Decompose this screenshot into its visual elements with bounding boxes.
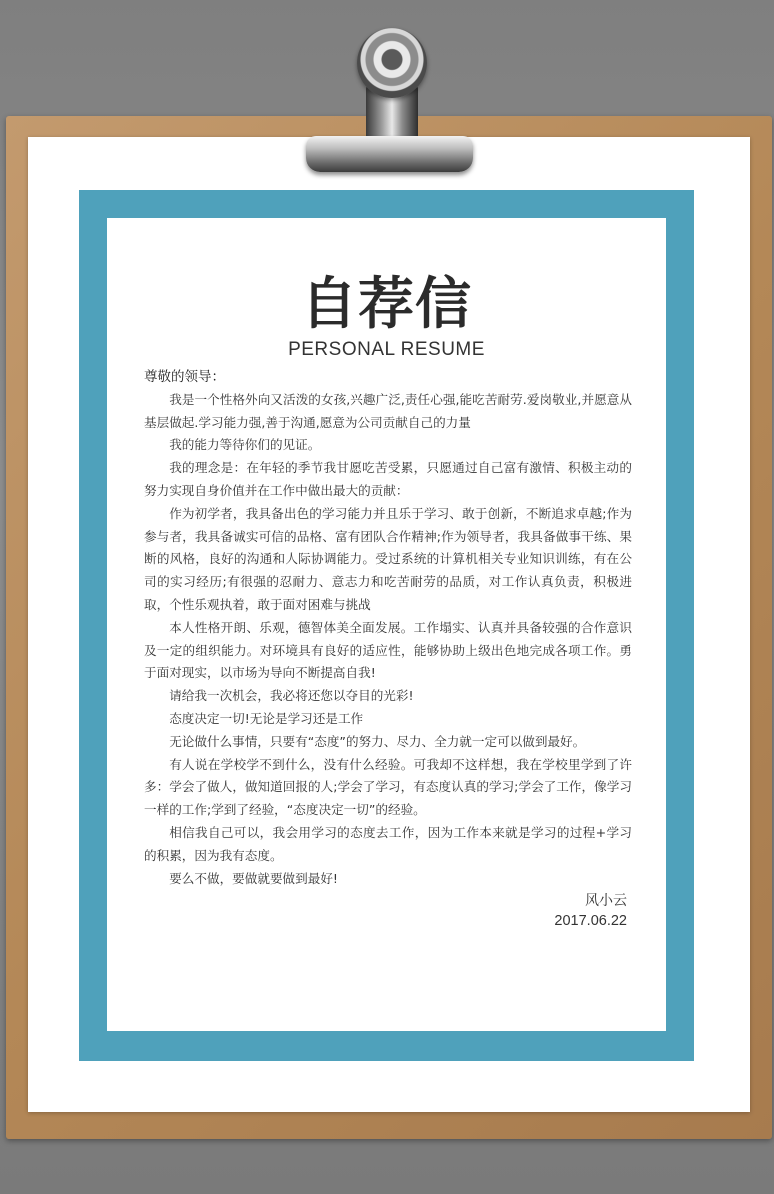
page-subtitle: PERSONAL RESUME xyxy=(288,339,485,360)
paragraph-philosophy: 我的理念是：在年轻的季节我甘愿吃苦受累，只愿通过自己富有激情、积极主动的努力实现自身价值并在工作中做出最大的贡献： xyxy=(144,460,632,498)
paragraph-ability: 我的能力等待你们的见证。 xyxy=(169,437,321,453)
signature-date: 2017.06.22 xyxy=(554,913,627,929)
paragraph-confidence: 相信我自己可以，我会用学习的态度去工作，因为工作本来就是学习的过程+学习的积累，因为我有态度。 xyxy=(144,824,632,863)
binder-clip-ring-icon xyxy=(357,28,427,98)
paragraph-intro: 我是一个性格外向又活泼的女孩,兴趣广泛,责任心强,能吃苦耐劳.爱岗敬业,并愿意从基层做起.学习能力强,善于沟通,愿意为公司贡献自己的力量 xyxy=(144,391,632,430)
signature-name: 风小云 xyxy=(585,893,627,909)
paragraph-effort: 无论做什么事情，只要有“态度”的努力、尽力、全力就一定可以做到最好。 xyxy=(169,733,586,749)
binder-clip xyxy=(306,136,473,172)
salutation: 尊敬的领导： xyxy=(144,369,225,385)
paragraph-strengths: 作为初学者，我具备出色的学习能力并且乐于学习、敢于创新，不断追求卓越;作为参与者，我具备诚实可信的品格、富有团队合作精神;作为领导者，我具备做事干练、果断的风格，良好的沟通和人际协调能力。受过系统的计算机相关专业知识训练，有在公司的实习经历;有很强的忍耐力、意志力和吃苦耐劳的品质，对工作认真负责，积极进取，个性乐观执着，敢于面对困难与挑战 xyxy=(144,505,632,612)
paragraph-attitude: 态度决定一切!无论是学习还是工作 xyxy=(169,710,364,726)
paragraph-school: 有人说在学校学不到什么，没有什么经验。可我却不这样想，我在学校里学到了许多：学会了做人，做知道回报的人;学会了学习，有态度认真的学习;学会了工作，像学习一样的工作;学到了经验，“态度决定一切”的经验。 xyxy=(144,756,632,818)
page-title: 自荐信 xyxy=(301,272,472,337)
letter-body xyxy=(144,366,632,890)
paragraph-personality: 本人性格开朗、乐观，德智体美全面发展。工作塌实、认真并具备较强的合作意识及一定的组织能力。对环境具有良好的适应性，能够协助上级出色地完成各项工作。勇于面对现实，以市场为导向不断提高自我! xyxy=(144,619,632,681)
paragraph-request: 请给我一次机会，我必将还您以夺目的光彩! xyxy=(169,688,414,704)
paragraph-closing: 要么不做，要做就要做到最好! xyxy=(169,870,338,886)
